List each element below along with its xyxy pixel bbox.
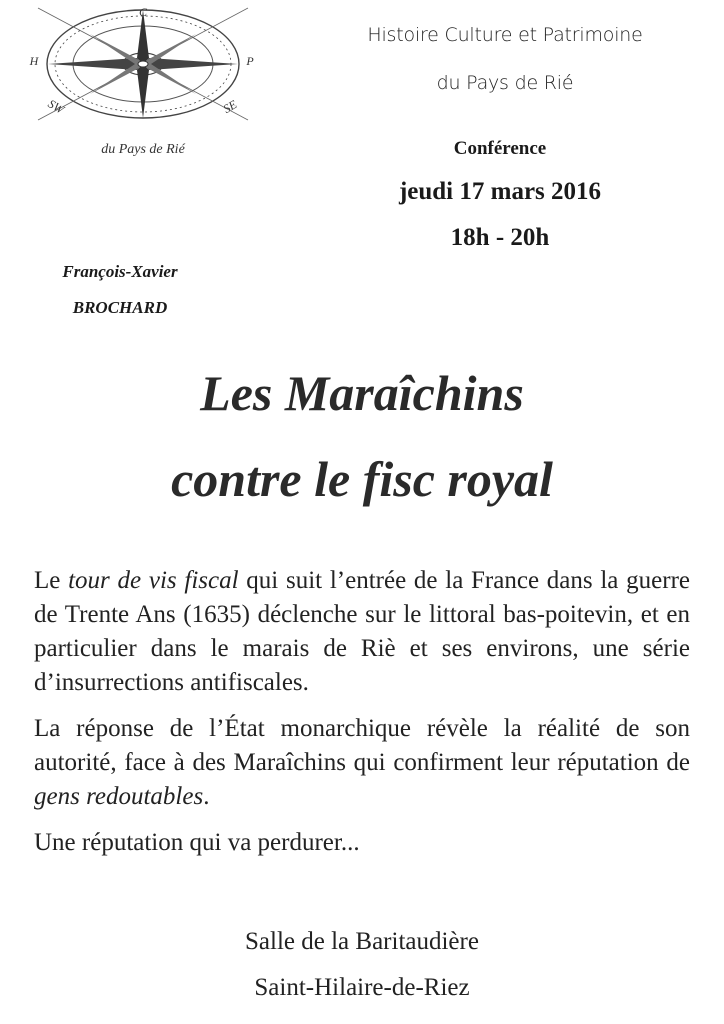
event-label: Conférence	[453, 138, 547, 159]
paragraph-2	[34, 712, 690, 814]
paragraph-2-text-end: .	[203, 783, 210, 810]
title-line-1: Les Maraîchins	[200, 365, 524, 421]
organization-region: du Pays de Rié	[436, 72, 574, 94]
paragraph-2-text-start: La réponse de l’État monarchique révèle la réalité de son autorité, face à des Maraîchins qui confirment leur réputation de	[34, 715, 690, 776]
logo-letter-top: C	[138, 5, 148, 19]
paragraph-1-text-start: Le	[34, 567, 69, 594]
logo-letter-bottom-left: SW	[45, 96, 67, 117]
paragraph-1	[34, 564, 690, 700]
event-date: jeudi 17 mars 2016	[398, 178, 602, 205]
paragraph-2-emphasis: gens redoutables	[34, 783, 204, 810]
logo	[18, 2, 268, 172]
paragraph-3: Une réputation qui va perdurer...	[34, 829, 360, 856]
title-line-2: contre le fisc royal	[171, 451, 553, 507]
speaker-last-name: BROCHARD	[72, 298, 168, 317]
logo-letter-left: H	[29, 54, 39, 68]
compass-rose-icon	[18, 2, 268, 152]
logo-letter-bottom-right: SE	[220, 97, 240, 116]
venue-town: Saint-Hilaire-de-Riez	[254, 974, 470, 1001]
paragraph-1-emphasis: tour de vis fiscal	[68, 567, 239, 594]
logo-letter-right: P	[246, 54, 254, 68]
organization-name: Histoire Culture et Patrimoine	[367, 24, 643, 46]
venue-name: Salle de la Baritaudière	[245, 928, 479, 955]
paragraph-1-text-end: qui suit l’entrée de la France dans la guerre de Trente Ans (1635) déclenche sur le littoral bas-poitevin, et en particulier dans le marais de Riè et ses environs, une série d’insurrections antifiscales.	[34, 567, 690, 696]
event-time: 18h - 20h	[450, 224, 550, 251]
speaker-first-name: François-Xavier	[62, 262, 178, 281]
logo-caption: du Pays de Rié	[101, 142, 185, 157]
